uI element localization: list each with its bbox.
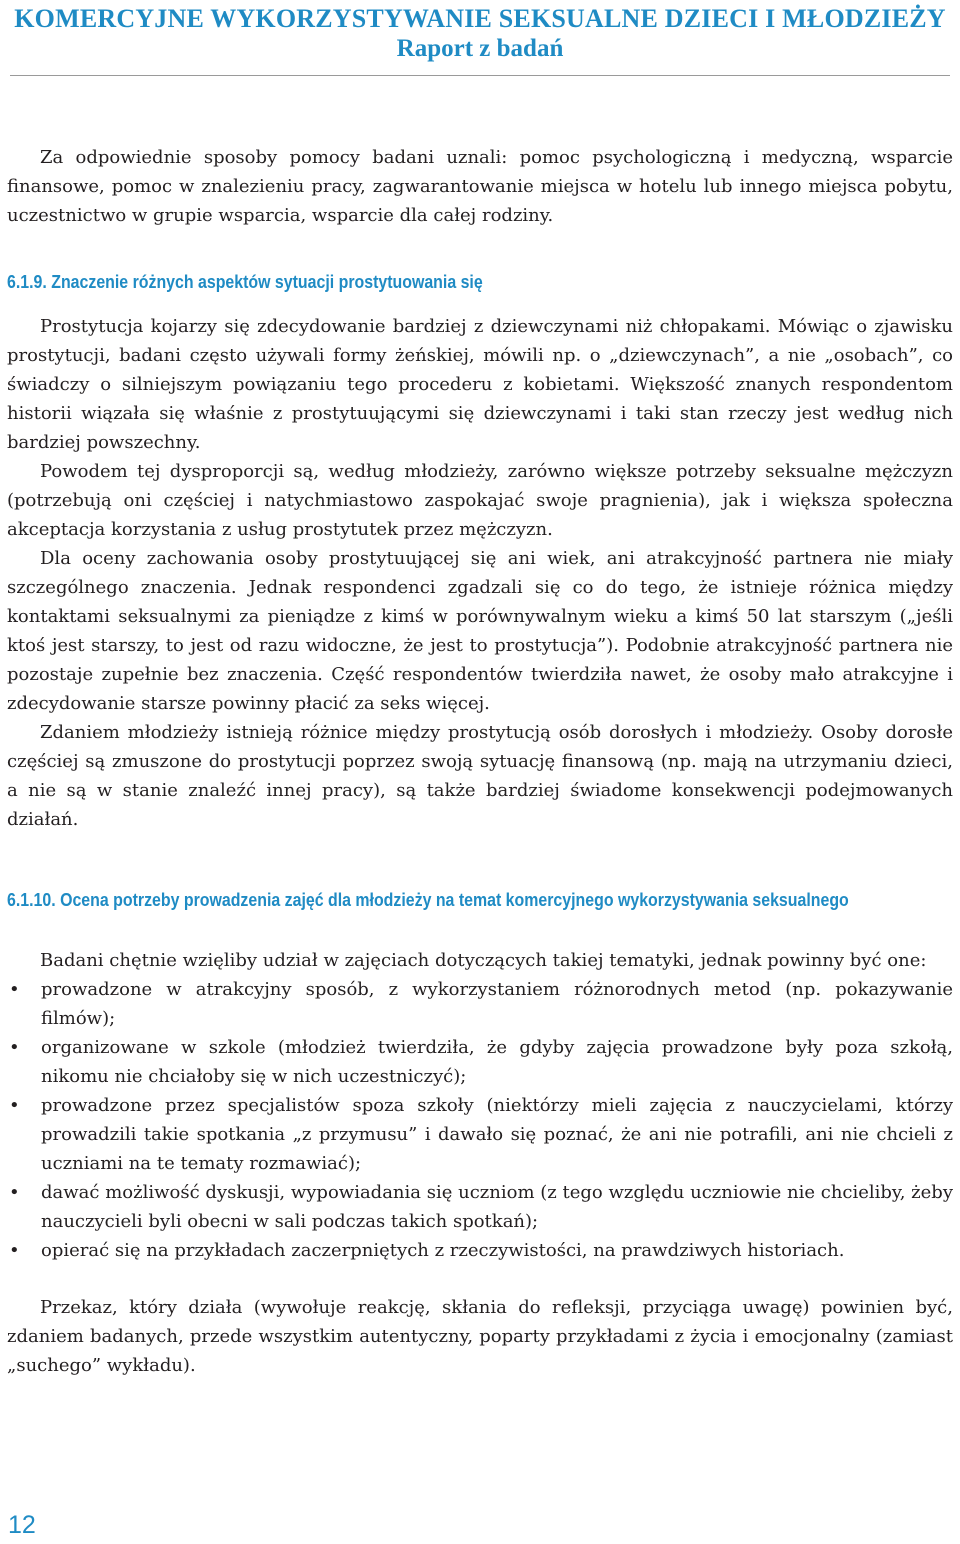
paragraph-intro: Badani chętnie wzięliby udział w zajęciach dotyczących takiej tematyki, jednak powinny być one: (40, 950, 927, 971)
list-item-text: opierać się na przykładach zaczerpniętych z rzeczywistości, na prawdziwych historiach. (41, 1240, 845, 1261)
bullet-icon: • (9, 979, 20, 1000)
list-item-text: organizowane w szkole (młodzież twierdziła, że gdyby zajęcia prowadzone były poza szkołą, nikomu nie chciałoby się w nich uczestniczyć); (41, 1037, 953, 1087)
paragraph-support: Za odpowiednie sposoby pomocy badani uznali: pomoc psychologiczną i medyczną, wsparcie finansowe, pomoc w znalezieniu pracy, zagwarantowanie miejsca w hotelu lub innego miejsca pobytu, uczestnictwo w grupie wsparcia, wsparcie dla całej rodziny. (7, 147, 953, 226)
list-item (7, 975, 953, 1033)
paragraph-closing: Przekaz, który działa (wywołuje reakcję, skłania do refleksji, przyciąga uwagę) powinien być, zdaniem badanych, przede wszystkim autentyczny, poparty przykładami z życia i emocjonalny (zamiast „suchego” wykładu). (7, 1297, 953, 1376)
section-number: 6.1.10. (7, 889, 56, 910)
list-item-text: dawać możliwość dyskusji, wypowiadania się uczniom (z tego względu uczniowie nie chcieliby, żeby nauczycieli byli obecni w sali podczas takich spotkań); (41, 1182, 953, 1232)
list-item-text: prowadzone w atrakcyjny sposób, z wykorzystaniem różnorodnych metod (np. pokazywanie filmów); (41, 979, 953, 1029)
section-title: Znaczenie różnych aspektów sytuacji prostytuowania się (51, 271, 483, 292)
running-subtitle: Raport z badań (396, 35, 564, 62)
bullet-icon: • (9, 1095, 20, 1116)
paragraph: Powodem tej dysproporcji są, według młodzieży, zarówno większe potrzeby seksualne mężczyzn (potrzebują oni częściej i natychmiastowo zaspokajać swoje pragnienia), jak i większa społeczna akceptacja korzystania z usług prostytutek przez mężczyzn. (7, 461, 953, 540)
list-item (7, 1033, 953, 1091)
list-item (7, 1178, 953, 1236)
bullet-icon: • (9, 1037, 20, 1058)
section-heading-6-1-9 (7, 268, 944, 296)
paragraph: Zdaniem młodzieży istnieją różnice między prostytucją osób dorosłych i młodzieży. Osoby dorosłe częściej są zmuszone do prostytucji poprzez swoją sytuację finansową (np. mają na utrzymaniu dzieci, a nie są w stanie znaleźć innej pracy), są także bardziej świadome konsekwencji podejmowanych działań. (7, 722, 953, 830)
page-content (7, 143, 953, 1380)
list-item-text: prowadzone przez specjalistów spoza szkoły (niektórzy mieli zajęcia z nauczycielami, którzy prowadzili takie spotkania „z przymusu” i dawało się poznać, że ani nie potrafili, ani nie chcieli z uczniami na te tematy rozmawiać); (41, 1095, 953, 1174)
bullet-icon: • (9, 1182, 20, 1203)
page-number: 12 (8, 1511, 36, 1539)
running-title: KOMERCYJNE WYKORZYSTYWANIE SEKSUALNE DZIECI I MŁODZIEŻY (14, 4, 946, 33)
paragraph: Dla oceny zachowania osoby prostytuującej się ani wiek, ani atrakcyjność partnera nie miały szczególnego znaczenia. Jednak respondenci zgadzali się co do tego, że istnieje różnica między kontaktami seksualnymi za pieniądze z kimś w porównywalnym wieku a kimś 50 lat starszym („jeśli ktoś jest starszy, to jest od razu widoczne, że jest to prostytucja”). Podobnie atrakcyjność partnera nie pozostaje zupełnie bez znaczenia. Część respondentów twierdziła nawet, że osoby mało atrakcyjne i zdecydowanie starsze powinny płacić za seks więcej. (7, 548, 953, 714)
list-item (7, 1236, 953, 1265)
section-title: Ocena potrzeby prowadzenia zajęć dla młodzieży na temat komercyjnego wykorzystywania seksualnego (60, 889, 849, 910)
page-header (0, 0, 960, 64)
section-heading-6-1-10 (7, 886, 944, 914)
bullet-icon: • (9, 1240, 20, 1261)
section-number: 6.1.9. (7, 271, 47, 292)
bullet-list (7, 975, 953, 1265)
paragraph: Prostytucja kojarzy się zdecydowanie bardziej z dziewczynami niż chłopakami. Mówiąc o zjawisku prostytucji, badani często używali formy żeńskiej, mówili np. o „dziewczynach”, a nie „osobach”, co świadczy o silniejszym powiązaniu tego procederu z kobietami. Większość znanych respondentom historii wiązała się właśnie z prostytuującymi się dziewczynami i taki stan rzeczy jest według nich bardziej powszechny. (7, 316, 953, 453)
header-divider (10, 75, 950, 76)
list-item (7, 1091, 953, 1178)
